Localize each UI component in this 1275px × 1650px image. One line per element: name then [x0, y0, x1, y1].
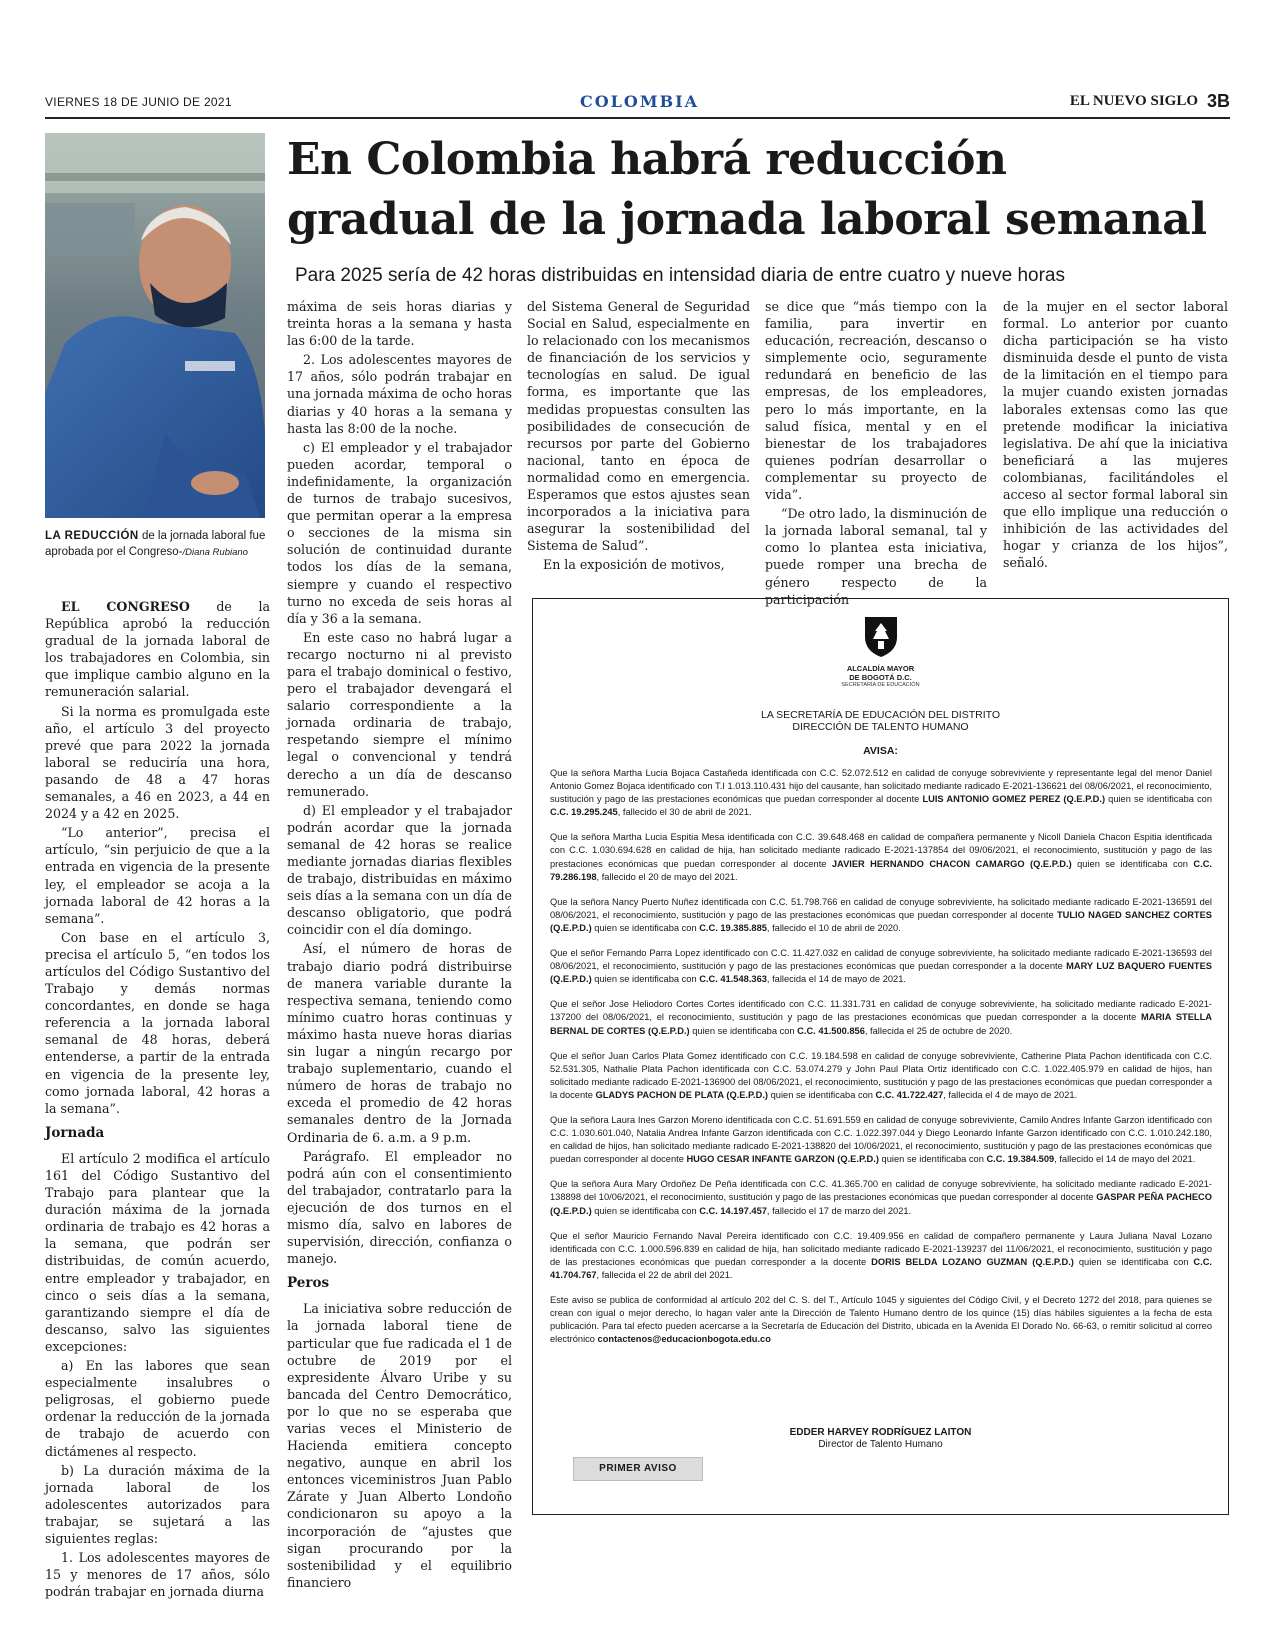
- notice-text: , fallecido el 17 de marzo del 2021.: [766, 1205, 912, 1216]
- header-rule: [45, 117, 1230, 119]
- notice-text: quien se identificaba con: [1073, 1256, 1194, 1267]
- article-column-1: [45, 598, 270, 1602]
- notice-text: quien se identificaba con: [591, 974, 700, 985]
- paragraph: Parágrafo. El empleador no podrá aún con el consentimiento del trabajador, contratarlo para la ejecución de dos turnos en el mismo día, salvo en labores de supervisión, dirección, confianza o manejo.: [287, 1148, 512, 1267]
- notice-title: AVISA:: [863, 745, 898, 757]
- notice-item: [550, 896, 1212, 935]
- notice-item: [550, 1050, 1212, 1102]
- logo-line-3: SECRETARÍA DE EDUCACIÓN: [841, 682, 920, 688]
- paragraph: a) En las labores que sean especialmente insalubres o peligrosas, el gobierno puede ordenar la reducción de la jornada de trabajo de acuerdo con dictámenes al respecto.: [45, 1358, 270, 1459]
- deceased-name: GASPAR PEÑA PACHECO (Q.E.P.D.): [550, 1192, 1212, 1216]
- notice-organization: [533, 709, 1228, 733]
- id-number: C.C. 19.295.245: [550, 807, 618, 818]
- deceased-name: LUIS ANTONIO GOMEZ PEREZ (Q.E.P.D.): [922, 794, 1106, 805]
- notice-closing: [550, 1294, 1212, 1346]
- deceased-name: DORIS BELDA LOZANO GUZMAN (Q.E.P.D.): [871, 1256, 1074, 1267]
- notice-item: [550, 1114, 1212, 1166]
- notice-text: Que el señor Juan Carlos Plata Gomez identificado con C.C. 19.184.598 en calidad de conyuge sobreviviente, Catherine Plata Pachon identificada con C.C. 52.531.305, Nathalie Plata Pachon identificada con C.C. 53.074.279 y John Paul Plata Ortiz identificado con C.C. 1.022.405.979 en calidad de hijos, han solicitado mediante radicado E-2021-136900 del 08/06/2021, el reconocimiento, sustitución y pago de las prestaciones económicas que puedan corresponder a la docente: [550, 1050, 1212, 1100]
- deceased-name: HUGO CESAR INFANTE GARZON (Q.E.P.D.): [686, 1154, 879, 1165]
- org-line-1: LA SECRETARÍA DE EDUCACIÓN DEL DISTRITO: [760, 709, 1001, 721]
- notice-text: , fallecido el 10 de abril de 2020.: [766, 922, 901, 933]
- worker-photo-image: [45, 133, 265, 518]
- notice-text: quien se identificaba con: [591, 922, 700, 933]
- notice-text: Que la señora Martha Lucia Bojaca Castañeda identificada con C.C. 52.072.512 en calidad de conyuge sobreviviente y representante legal del menor Daniel Antonio Gomez Bojaca identificado con T.I 1.013.110.431 hijo del causante, han solicitado mediante radicado E-2021-136621 del 08/06/2021, el reconocimiento, sustitución y pago de las prestaciones económicas que puedan corresponder al docente: [550, 768, 1212, 805]
- notice-list: [550, 767, 1212, 1358]
- article-column-4: [765, 298, 987, 610]
- legal-notice-box: [532, 598, 1229, 1515]
- id-number: C.C. 41.722.427: [875, 1089, 944, 1100]
- notice-text: , fallecido el 20 de mayo del 2021.: [596, 871, 738, 882]
- org-line-2: DIRECCIÓN DE TALENTO HUMANO: [792, 721, 969, 733]
- paragraph: El artículo 2 modifica el artículo 161 del Código Sustantivo del Trabajo para plantear que la duración máxima de la jornada ordinaria de trabajo es 42 horas a la semana, que podrán ser distribuidas, de común acuerdo, entre empleador y trabajador, en cinco o seis días a la semana, garantizando siempre el día de descanso, salvo las siguientes excepciones:: [45, 1150, 270, 1354]
- paragraph: En este caso no habrá lugar a recargo nocturno ni al previsto para el trabajo dominical o festivo, pero el trabajador devengará el salario correspondiente a la jornada ordinaria de trabajo, respetando siempre el mínimo legal o convencional y tendrá derecho a un día de descanso remunerado.: [287, 629, 512, 799]
- paragraph: de la República aprobó la reducción gradual de la jornada laboral de los trabajadores en Colombia, sin que implique cambio alguno en la remuneración salarial.: [45, 599, 270, 700]
- paragraph: 1. Los adolescentes mayores de 15 y menores de 17 años, sólo podrán trabajar en jornada diurna: [45, 1550, 270, 1600]
- notice-item: [550, 767, 1212, 819]
- paragraph: de la mujer en el sector laboral formal. Lo anterior por cuanto dicha participación se ha visto disminuida desde el punto de vista de la limitación en el tiempo para la mujer cuando existen jornadas laborales extensas como las que pretende modificar la iniciativa legislativa. De ahí que la iniciativa beneficiará a las mujeres colombianas, facilitándoles el acceso al sector formal laboral sin que ello implique una reducción o inhibición de las actividades del hogar y crianza de los hijos”, señaló.: [1003, 299, 1228, 571]
- paragraph: del Sistema General de Seguridad Social en Salud, especialmente en lo relacionado con los mecanismos de financiación de los servicios y tecnologías en salud. De igual forma, es importante que las medidas propuestas consulten las posibilidades de consecución de recursos por parte del Gobierno nacional, tanto en época de normalidad como en emergencia. Esperamos que estos ajustes sean incorporados a la iniciativa para asegurar la sostenibilidad del Sistema de Salud”.: [527, 299, 750, 554]
- signer-title: Director de Talento Humano: [818, 1439, 943, 1450]
- photo-caption: [45, 528, 270, 561]
- notice-text: Que la señora Nancy Puerto Nuñez identificada con C.C. 51.798.766 en calidad de conyuge sobreviviente, ha solicitado mediante radicado E-2021-136591 del 08/06/2021, el reconocimiento, sustitución y pago de las prestaciones económicas que puedan corresponder al docente: [550, 896, 1212, 920]
- id-number: C.C. 41.500.856: [797, 1025, 865, 1036]
- notice-text: Que el señor Mauricio Fernando Naval Pereira identificado con C.C. 19.409.956 en calidad de compañero permanente y Laura Juliana Naval Lozano identificada con C.C. 1.000.596.839 en calidad de hija, han solicitado mediante radicado E-2021-139237 del 11/06/2021, el reconocimiento, sustitución y pago de las prestaciones económicas que puedan corresponder a la docente: [550, 1230, 1212, 1267]
- notice-text: Que la señora Aura Mary Ordoñez De Peña identificada con C.C. 41.365.700 en calidad de conyuge sobreviviente, ha solicitado mediante radicado E-2021-138898 del 10/06/2021, el reconocimiento, sustitución y pago de las prestaciones económicas que puedan corresponder al docente: [550, 1179, 1212, 1203]
- article-subheadline: Para 2025 sería de 42 horas distribuidas en intensidad diaria de entre cuatro y nueve horas: [295, 265, 1065, 286]
- article-photo: [45, 133, 265, 518]
- id-number: C.C. 41.548.363: [699, 974, 767, 985]
- notice-text: Que el señor Fernando Parra Lopez identificado con C.C. 11.427.032 en calidad de conyuge sobreviviente, ha solicitado mediante radicado E-2021-136593 del 08/06/2021, el reconocimiento, sustitución y pago de las prestaciones económicas que puedan corresponder a la docente: [550, 948, 1212, 972]
- page-number: 3B: [1206, 91, 1230, 111]
- photo-credit: /Diana Rubiano: [182, 547, 248, 558]
- article-column-5: [1003, 298, 1228, 574]
- deceased-name: TULIO NAGED SANCHEZ CORTES (Q.E.P.D.): [550, 909, 1212, 933]
- id-number: C.C. 19.384.509: [986, 1154, 1055, 1165]
- notice-text: , fallecido el 30 de abril de 2021.: [617, 807, 752, 818]
- logo-line-1: ALCALDÍA MAYOR: [846, 664, 915, 673]
- id-number: C.C. 14.197.457: [699, 1205, 767, 1216]
- caption-lead: LA REDUCCIÓN: [45, 530, 139, 542]
- paragraph: Si la norma es promulgada este año, el artículo 3 del proyecto prevé que para 2022 la jornada laboral se reduciría una hora, pasando de 48 a 47 horas semanales, a 46 en 2023, a 44 en 2024 y a 42 en 2025.: [45, 703, 270, 822]
- article-headline: [287, 130, 1227, 250]
- notice-item: [550, 998, 1212, 1037]
- paragraph: máxima de seis horas diarias y treinta horas a la semana y hasta las 6:00 de la tarde.: [287, 299, 512, 349]
- deceased-name: GLADYS PACHON DE PLATA (Q.E.P.D.): [595, 1089, 769, 1100]
- id-number: C.C. 19.385.885: [699, 922, 767, 933]
- id-number: C.C. 41.704.767: [550, 1256, 1212, 1280]
- notice-signature: [533, 1427, 1228, 1451]
- paragraph: En la exposición de motivos,: [543, 557, 725, 573]
- page-header: [45, 92, 1230, 114]
- bogota-logo: [833, 613, 928, 689]
- paragraph: Con base en el artículo 3, precisa el artículo 5, “en todos los artículos del Código Sustantivo del Trabajo y demás normas concordantes, en donde se haga referencia a la jornada laboral semanal de 48 horas, deberá entenderse, a partir de la entrada en vigencia de la presente ley, como jornada laboral, 42 horas a la semana”.: [45, 929, 270, 1116]
- headline-line-1: En Colombia habrá reducción: [287, 134, 1007, 185]
- notice-text: quien se identificaba con: [689, 1025, 798, 1036]
- closing-text: Este aviso se publica de conformidad al artículo 202 del C. S. del T., Artículo 1045 y siguientes del Código Civil, y el Decreto 1272 del 2018, para quienes se crean con igual o mejor derecho, lo hagan valer ante la Dirección de Talento Humano dentro de los quince (15) días hábiles siguientes a la fecha de esta publicación. Para tal efecto pueden acercarse a la Secretaría de Educación del Distrito, ubicada en la Avenida El Dorado No. 66-63, o remitir solicitud al correo electrónico: [550, 1295, 1212, 1345]
- notice-text: quien se identificaba con: [1105, 794, 1212, 805]
- paragraph: d) El empleador y el trabajador podrán acordar que la jornada semanal de 42 horas se realice mediante jornadas diarias flexibles de trabajo, distribuidas en máximo seis días a la semana con un día de descanso obligatorio, que podrá coincidir con el día domingo.: [287, 802, 512, 938]
- logo-line-2: DE BOGOTÁ D.C.: [849, 673, 912, 682]
- section-name: COLOMBIA: [580, 92, 699, 111]
- deceased-name: MARY LUZ BAQUERO FUENTES (Q.E.P.D.): [550, 961, 1212, 985]
- notice-text: Que la señora Laura Ines Garzon Moreno identificada con C.C. 51.691.559 en calidad de conyuge sobreviviente, Camilo Andres Infante Garzon identificado con C.C. 1.030.601.040, Natalia Andrea Infante Garzon identificada con C.C. 1.022.397.044 y Diego Leonardo Infante Garzon identificado con C.C. 1.010.242.180, en calidad de hijos, han solicitado mediante radicado E-2021-138820 del 10/06/2021, el reconocimiento, sustitución y pago de las prestaciones económicas que puedan corresponder al docente: [550, 1114, 1212, 1165]
- paragraph: Así, el número de horas de trabajo diario podrá distribuirse de manera variable durante la respectiva semana, teniendo como mínimo cuatro horas continuas y máximo hasta nueve horas diarias sin lugar a ningún recargo por trabajo suplementario, cuando el número de horas de trabajo no exceda el promedio de 42 horas semanales dentro de la Jornada Ordinaria de 6. a.m. a 9 p.m.: [287, 941, 512, 1145]
- signer-name: EDDER HARVEY RODRÍGUEZ LAITON: [789, 1427, 972, 1438]
- paragraph: 2. Los adolescentes mayores de 17 años, sólo podrán trabajar en una jornada máxima de ocho horas diarias y 40 horas a la semana y hasta las 8:00 de la noche.: [287, 352, 512, 436]
- notice-text: , fallecida el 22 de abril del 2021.: [596, 1269, 733, 1280]
- notice-text: Que la señora Martha Lucia Espitia Mesa identificada con C.C. 39.648.468 en calidad de compañera permanente y Nicoll Daniela Chacon Espitia identificada con C.C. 1.030.694.628 en calidad de hija, han solicitado mediante radicado E-2021-137854 del 09/06/2021, el reconocimiento, sustitución y pago de las prestaciones económicas que puedan corresponder al docente: [550, 832, 1212, 869]
- issue-date: VIERNES 18 DE JUNIO DE 2021: [45, 95, 232, 109]
- first-notice-badge: PRIMER AVISO: [573, 1457, 703, 1481]
- paragraph: c) El empleador y el trabajador pueden acordar, temporal o indefinidamente, la organización de turnos de trabajo sucesivos, que permitan operar a la empresa o secciones de la misma sin solución de continuidad durante todos los días de la semana, siempre y cuando el respectivo turno no exceda de seis horas al día y 36 a la semana.: [287, 439, 512, 626]
- coat-of-arms-icon: [861, 613, 901, 659]
- notice-item: [550, 1230, 1212, 1282]
- notice-text: Que el señor Jose Heliodoro Cortes Cortes identificado con C.C. 11.331.731 en calidad de conyuge sobreviviente, ha solicitado mediante radicado E-2021-137200 del 08/06/2021, el reconocimiento, sustitución y pago de las prestaciones económicas que puedan corresponder a la docente: [550, 999, 1212, 1023]
- paragraph: La iniciativa sobre reducción de la jornada laboral tiene de particular que fue radicada el 1 de octubre de 2019 por el expresidente Álvaro Uribe y su bancada del Centro Democrático, por lo que no se esperaba que varias veces el Ministerio de Hacienda emitiera concepto negativo, aunque en abril los entonces viceministros Juan Pablo Zárate y Juan Alberto Londoño condicionaron su apoyo a la incorporación de “ajustes que sigan procurando por la sostenibilidad y el equilibrio financiero: [287, 1301, 512, 1590]
- contact-email: contactenos@educacionbogota.edu.co: [597, 1334, 771, 1345]
- deceased-name: JAVIER HERNANDO CHACON CAMARGO (Q.E.P.D.): [831, 858, 1072, 869]
- notice-text: , fallecida el 25 de octubre de 2020.: [864, 1025, 1013, 1036]
- notice-text: quien se identificaba con: [878, 1154, 987, 1165]
- caption-text: de la jornada laboral fue aprobada por el Congreso-: [45, 530, 266, 558]
- notice-text: quien se identificaba con: [591, 1205, 700, 1216]
- id-number: C.C. 79.286.198: [550, 858, 1212, 882]
- notice-text: , fallecida el 4 de mayo de 2021.: [943, 1089, 1078, 1100]
- notice-item: [550, 1178, 1212, 1217]
- article-column-2: [287, 298, 512, 1593]
- subheading-peros: Peros: [287, 1275, 330, 1292]
- lead-words: EL CONGRESO: [61, 599, 190, 614]
- notice-text: quien se identificaba con: [1071, 858, 1194, 869]
- notice-item: [550, 947, 1212, 986]
- paragraph: “Lo anterior”, precisa el artículo, “sin perjuicio de que a la entrada en vigencia de la presente ley, el empleador se acoja a la jornada laboral de 42 horas a la semana”.: [45, 825, 270, 926]
- paragraph: “De otro lado, la disminución de la jornada laboral semanal, tal y como lo plantea esta iniciativa, puede romper una brecha de género respecto de la participación: [765, 506, 988, 607]
- notice-text: quien se identificaba con: [768, 1089, 876, 1100]
- article-column-3: [527, 298, 750, 576]
- deceased-name: MARIA STELLA BERNAL DE CORTES (Q.E.P.D.): [550, 1012, 1212, 1036]
- notice-text: , fallecido el 14 de mayo del 2021.: [1054, 1154, 1196, 1165]
- subheading-jornada: Jornada: [45, 1124, 105, 1141]
- notice-text: , fallecida el 14 de mayo de 2021.: [766, 974, 906, 985]
- headline-line-2: gradual de la jornada laboral semanal: [287, 194, 1207, 245]
- notice-item: [550, 831, 1212, 883]
- paragraph: b) La duración máxima de la jornada laboral de los adolescentes autorizados para trabajar, se sujetará a las siguientes reglas:: [45, 1462, 270, 1546]
- newspaper-logo: EL NUEVO SIGLO: [1069, 93, 1198, 109]
- paragraph: se dice que “más tiempo con la familia, para invertir en educación, recreación, descanso o simplemente ocio, seguramente redundará en beneficio de las empresas, de los empleadores, pero lo más importante, en la salud física, mental y en el bienestar de los trabajadores quienes podrían desarrollar o complementar su proyecto de vida”.: [765, 299, 987, 503]
